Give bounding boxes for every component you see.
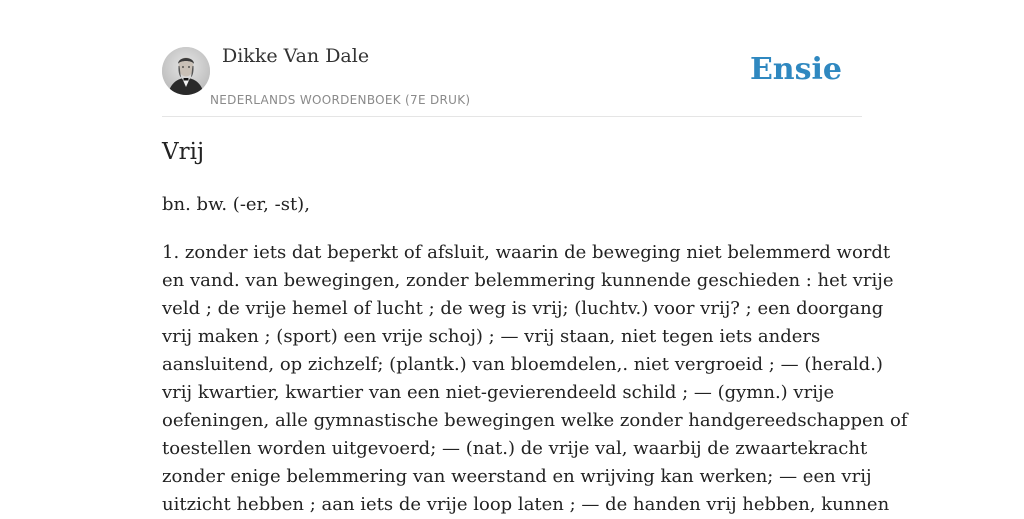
source-header (162, 0, 862, 117)
definition-line: en vand. van bewegingen, zonder belemmering kunnende geschieden : het vrije (162, 270, 894, 291)
page (162, 0, 908, 515)
brand-logo[interactable]: Ensie (749, 52, 842, 87)
definition-line: vrij kwartier, kwartier van een niet-gevierendeeld schild ; — (gymn.) vrije (162, 382, 835, 403)
definition-line: vrij maken ; (sport) een vrije schoj) ; — vrij staan, niet tegen iets anders (162, 326, 821, 347)
source-subtitle: NEDERLANDS WOORDENBOEK (7E DRUK) (210, 93, 471, 107)
entry-title: Vrij (162, 139, 205, 165)
definition-line: uitzicht hebben ; aan iets de vrije loop laten ; — de handen vrij hebben, kunnen (162, 494, 890, 515)
definition-line: 1. zonder iets dat beperkt of afsluit, waarin de beweging niet belemmerd wordt (162, 242, 891, 263)
definition-line: aansluitend, op zichzelf; (plantk.) van bloemdelen,. niet vergroeid ; — (herald.) (162, 354, 883, 375)
avatar[interactable] (162, 47, 210, 95)
definition-line: veld ; de vrije hemel of lucht ; de weg is vrij; (luchtv.) voor vrij? ; een doorgang (162, 298, 884, 319)
definition-line: oefeningen, alle gymnastische bewegingen welke zonder handgereedschappen of (162, 410, 908, 431)
portrait-photo-icon (162, 47, 210, 95)
definition-line: toestellen worden uitgevoerd; — (nat.) de vrije val, waarbij de zwaartekracht (162, 438, 868, 459)
grammar-info: bn. bw. (-er, -st), (162, 194, 310, 215)
source-name[interactable]: Dikke Van Dale (222, 45, 370, 67)
definition-line: zonder enige belemmering van weerstand en wrijving kan werken; — een vrij (162, 466, 872, 487)
definition-text (162, 239, 908, 519)
